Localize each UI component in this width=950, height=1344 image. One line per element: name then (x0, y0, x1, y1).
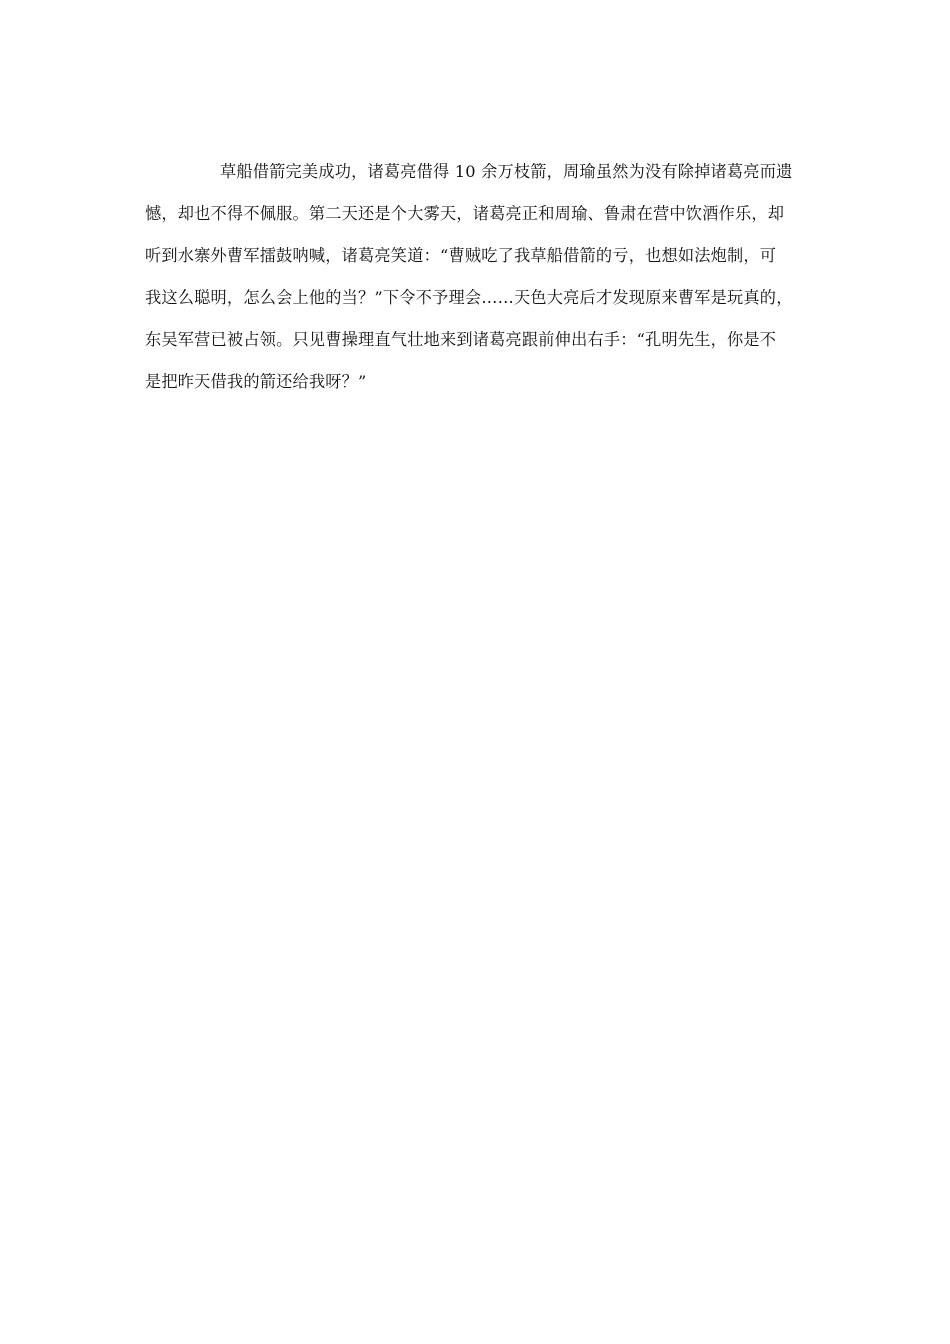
story-paragraph (145, 155, 811, 407)
paragraph-line-4: 我这么聪明，怎么会上他的当？”下令不予理会……天色大亮后才发现原来曹军是玩真的， (145, 288, 793, 307)
paragraph-line-3: 听到水寨外曹军擂鼓呐喊，诸葛亮笑道：“曹贼吃了我草船借箭的亏，也想如法炮制，可 (145, 246, 777, 265)
paragraph-line-2: 憾，却也不得不佩服。第二天还是个大雾天，诸葛亮正和周瑜、鲁肃在营中饮酒作乐，却 (145, 204, 785, 223)
paragraph-line-1: 草船借箭完美成功，诸葛亮借得 10 余万枝箭，周瑜虽然为没有除掉诸葛亮而遗 (220, 162, 793, 181)
paragraph-line-6: 是把昨天借我的箭还给我呀？” (145, 372, 367, 391)
paragraph-line-5: 东吴军营已被占领。只见曹操理直气壮地来到诸葛亮跟前伸出右手：“孔明先生，你是不 (145, 330, 777, 349)
